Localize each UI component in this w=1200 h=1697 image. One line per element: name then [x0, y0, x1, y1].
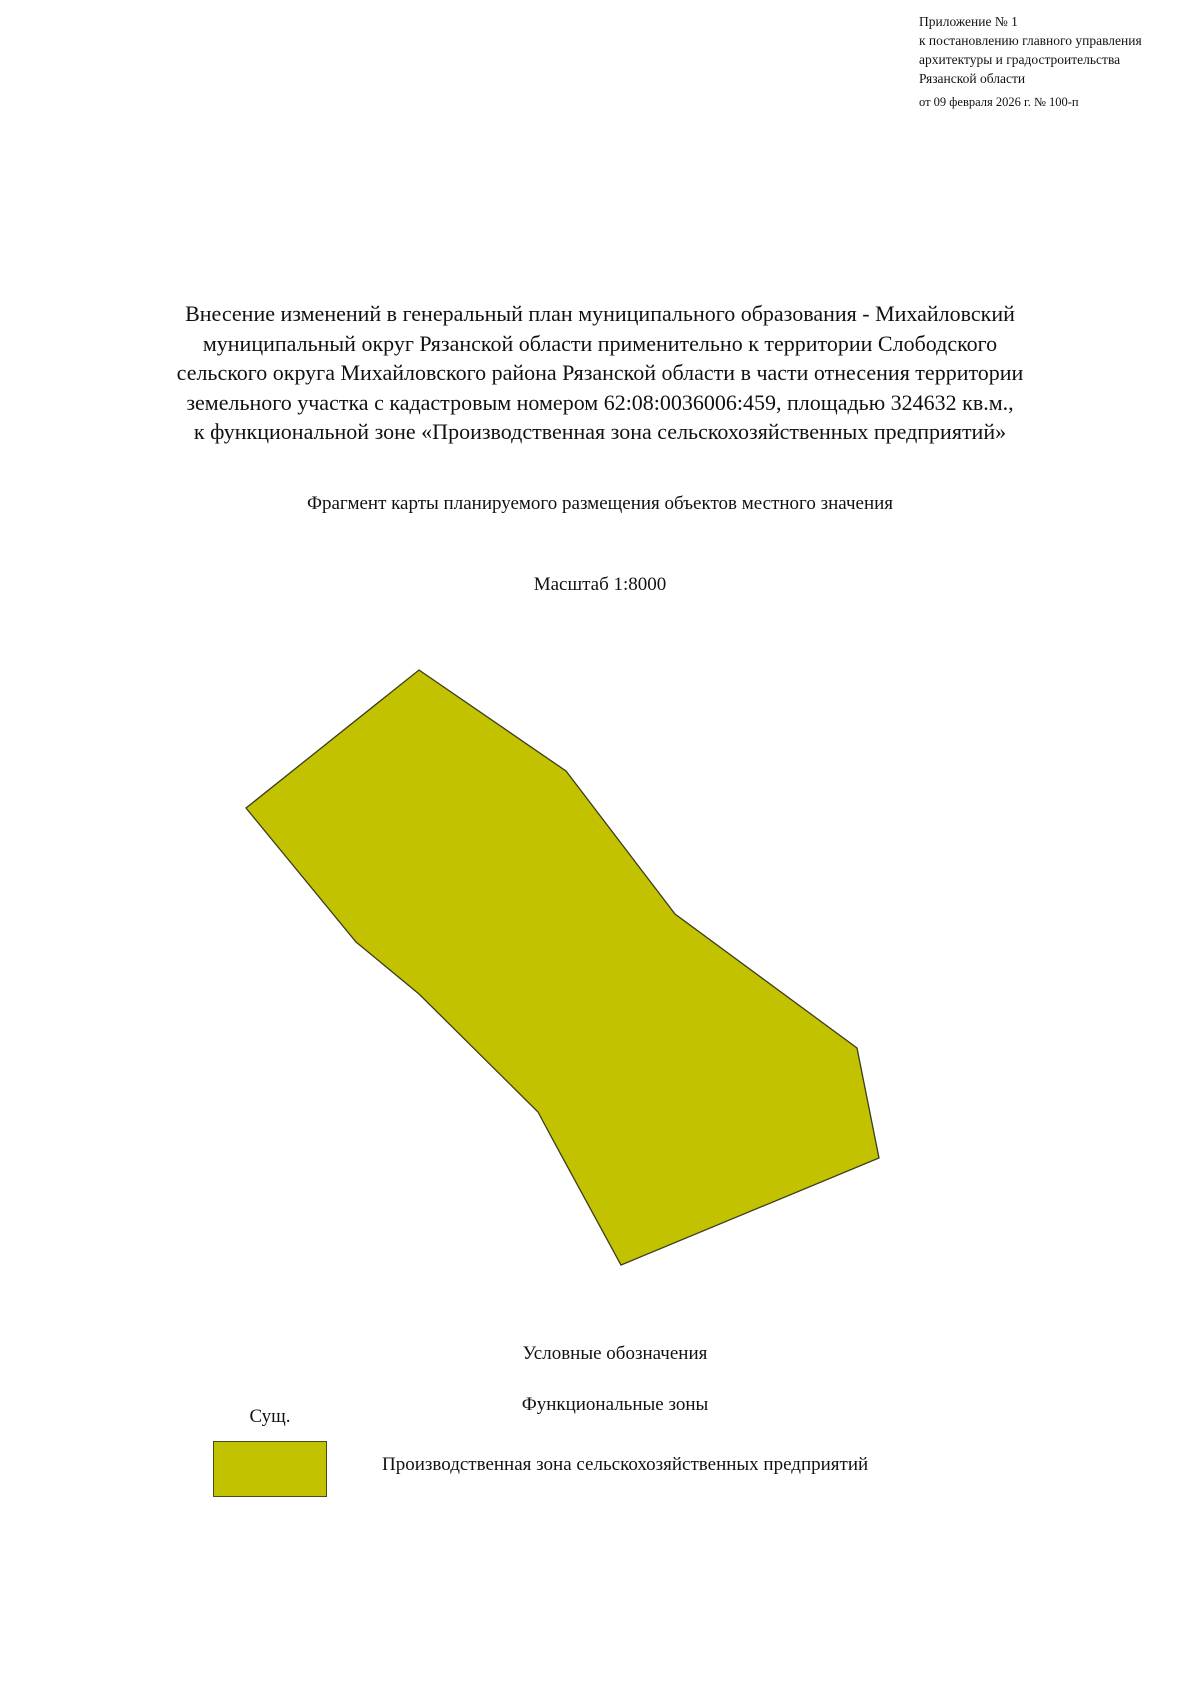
title-line-5: к функциональной зоне «Производственная зона сельскохозяйственных предприятий» — [193, 419, 1007, 444]
map-subtitle: Фрагмент карты планируемого размещения объектов местного значения — [306, 493, 894, 514]
title-line-1: Внесение изменений в генеральный план муниципального образования - Михайловский — [185, 301, 1015, 326]
legend-title: Условные обозначения — [522, 1343, 708, 1364]
appendix-line-resolution: к постановлению главного управления — [919, 33, 1142, 48]
title-line-3: сельского округа Михайловского района Рязанской области в части отнесения территории — [176, 360, 1024, 385]
legend-swatch — [213, 1441, 327, 1497]
title-line-4: земельного участка с кадастровым номером 62:08:0036006:459, площадью 324632 кв.м., — [186, 389, 1014, 415]
appendix-line-department: архитектуры и градостроительства — [919, 52, 1121, 67]
map-scale: Масштаб 1:8000 — [533, 574, 667, 595]
production-zone-polygon — [246, 670, 879, 1265]
legend-item-label: Производственная зона сельскохозяйственных предприятий — [382, 1454, 869, 1475]
legend-group-label: Функциональные зоны — [521, 1394, 709, 1415]
appendix-line-date: от 09 февраля 2026 г. № 100-п — [919, 95, 1079, 109]
title-line-2: муниципальный округ Рязанской области применительно к территории Слободского — [202, 330, 998, 356]
appendix-line-region: Рязанской области — [919, 71, 1026, 86]
appendix-line-number: Приложение № 1 — [919, 14, 1018, 29]
legend-status-label: Сущ. — [249, 1406, 291, 1427]
